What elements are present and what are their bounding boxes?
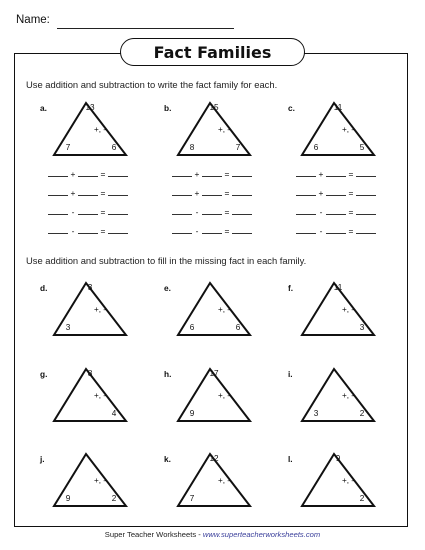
operator-symbol: + — [318, 169, 324, 179]
equation-row — [48, 188, 128, 198]
name-field-line[interactable] — [57, 28, 234, 29]
answer-blank[interactable] — [172, 169, 192, 177]
triangle-top-number: 3 — [87, 283, 93, 292]
problem-letter: h. — [164, 369, 172, 379]
operator-symbol: = — [100, 226, 106, 236]
triangle-top-number: 12 — [209, 454, 219, 463]
footer-text: Super Teacher Worksheets - — [104, 530, 203, 539]
triangle-right-number: 2 — [359, 494, 365, 503]
triangle-left-number: 6 — [313, 143, 319, 152]
operator-symbol: - — [195, 207, 199, 217]
equation-row — [296, 169, 376, 179]
triangle-top-number: 11 — [333, 103, 343, 112]
operator-symbol: = — [100, 169, 106, 179]
problem-letter: g. — [40, 369, 48, 379]
answer-blank[interactable] — [48, 207, 68, 215]
triangle-right-number: 2 — [111, 494, 117, 503]
operators-label: +, - — [93, 125, 107, 134]
answer-blank[interactable] — [78, 188, 98, 196]
answer-blank[interactable] — [356, 207, 376, 215]
equation-row — [172, 207, 252, 217]
problem-letter: d. — [40, 283, 48, 293]
operators-label: +, - — [341, 305, 355, 314]
answer-blank[interactable] — [48, 226, 68, 234]
triangle-right-number: 7 — [235, 143, 241, 152]
answer-blank[interactable] — [202, 169, 222, 177]
operator-symbol: = — [348, 226, 354, 236]
equation-row — [296, 226, 376, 236]
answer-blank[interactable] — [326, 226, 346, 234]
operators-label: +, - — [217, 391, 231, 400]
operator-symbol: - — [71, 207, 75, 217]
answer-blank[interactable] — [326, 207, 346, 215]
problem-letter: a. — [40, 103, 47, 113]
part2-problem — [288, 369, 398, 449]
part2-problem — [40, 454, 150, 534]
problem-letter: e. — [164, 283, 171, 293]
problem-letter: b. — [164, 103, 172, 113]
answer-blank[interactable] — [78, 207, 98, 215]
answer-blank[interactable] — [202, 226, 222, 234]
part2-problem — [164, 369, 274, 449]
triangle-top-number: 13 — [85, 103, 95, 112]
triangle-right-number: 3 — [359, 323, 365, 332]
part2-problem — [288, 454, 398, 534]
answer-blank[interactable] — [356, 169, 376, 177]
problem-letter: l. — [288, 454, 293, 464]
triangle-right-number: 5 — [359, 143, 365, 152]
equation-row — [48, 207, 128, 217]
answer-blank[interactable] — [172, 188, 192, 196]
answer-blank[interactable] — [48, 169, 68, 177]
answer-blank[interactable] — [108, 188, 128, 196]
equation-row — [48, 169, 128, 179]
answer-blank[interactable] — [78, 226, 98, 234]
operator-symbol: = — [100, 207, 106, 217]
operator-symbol: - — [71, 226, 75, 236]
operator-symbol: = — [224, 226, 230, 236]
answer-blank[interactable] — [232, 207, 252, 215]
equation-row — [172, 188, 252, 198]
answer-blank[interactable] — [326, 188, 346, 196]
part2-problem — [288, 283, 398, 363]
problem-letter: f. — [288, 283, 294, 293]
answer-blank[interactable] — [172, 226, 192, 234]
instruction-part2: Use addition and subtraction to fill in the missing fact in each family. — [26, 255, 307, 266]
name-label: Name: — [16, 14, 50, 26]
answer-blank[interactable] — [356, 188, 376, 196]
operators-label: +, - — [341, 391, 355, 400]
footer — [0, 530, 425, 539]
part2-problem — [164, 283, 274, 363]
answer-blank[interactable] — [108, 207, 128, 215]
operator-symbol: = — [224, 207, 230, 217]
answer-blank[interactable] — [172, 207, 192, 215]
triangle-right-number: 6 — [235, 323, 241, 332]
answer-blank[interactable] — [296, 226, 316, 234]
answer-blank[interactable] — [296, 169, 316, 177]
answer-blank[interactable] — [232, 188, 252, 196]
operators-label: +, - — [93, 391, 107, 400]
operators-label: +, - — [93, 305, 107, 314]
answer-blank[interactable] — [356, 226, 376, 234]
footer-site[interactable]: www.superteacherworksheets.com — [202, 530, 321, 539]
operator-symbol: - — [319, 207, 323, 217]
triangle-left-number: 6 — [189, 323, 195, 332]
answer-blank[interactable] — [48, 188, 68, 196]
triangle-left-number: 7 — [189, 494, 195, 503]
equation-row — [48, 226, 128, 236]
operator-symbol: = — [224, 188, 230, 198]
triangle-right-number: 4 — [111, 409, 117, 418]
operator-symbol: = — [224, 169, 230, 179]
answer-blank[interactable] — [108, 226, 128, 234]
triangle-top-number: 8 — [87, 369, 93, 378]
equation-row — [172, 169, 252, 179]
operator-symbol: + — [70, 169, 76, 179]
instruction-part1: Use addition and subtraction to write the fact family for each. — [26, 79, 278, 90]
problem-letter: c. — [288, 103, 295, 113]
operators-label: +, - — [341, 476, 355, 485]
operator-symbol: + — [70, 188, 76, 198]
problem-letter: j. — [40, 454, 45, 464]
triangle-left-number: 9 — [189, 409, 195, 418]
triangle-top-number: 15 — [209, 103, 219, 112]
operator-symbol: = — [348, 207, 354, 217]
equation-row — [296, 207, 376, 217]
answer-blank[interactable] — [232, 169, 252, 177]
operator-symbol: = — [348, 169, 354, 179]
part2-problem — [40, 369, 150, 449]
operator-symbol: + — [318, 188, 324, 198]
operator-symbol: + — [194, 188, 200, 198]
answer-blank[interactable] — [296, 207, 316, 215]
triangle-left-number: 3 — [313, 409, 319, 418]
answer-blank[interactable] — [78, 169, 98, 177]
operators-label: +, - — [217, 476, 231, 485]
worksheet-title: Fact Families — [120, 38, 305, 66]
triangle-right-number: 6 — [111, 143, 117, 152]
operators-label: +, - — [217, 125, 231, 134]
answer-blank[interactable] — [232, 226, 252, 234]
answer-blank[interactable] — [108, 169, 128, 177]
operator-symbol: - — [195, 226, 199, 236]
triangle-right-number: 2 — [359, 409, 365, 418]
operators-label: +, - — [93, 476, 107, 485]
triangle-left-number: 3 — [65, 323, 71, 332]
triangle-top-number: 9 — [335, 454, 341, 463]
equation-row — [296, 188, 376, 198]
answer-blank[interactable] — [326, 169, 346, 177]
operator-symbol: = — [100, 188, 106, 198]
part2-problem — [164, 454, 274, 534]
answer-blank[interactable] — [202, 207, 222, 215]
part2-problem — [40, 283, 150, 363]
operator-symbol: = — [348, 188, 354, 198]
triangle-top-number: 11 — [333, 283, 343, 292]
equation-row — [172, 226, 252, 236]
operators-label: +, - — [341, 125, 355, 134]
problem-letter: k. — [164, 454, 171, 464]
operator-symbol: - — [319, 226, 323, 236]
answer-blank[interactable] — [296, 188, 316, 196]
operators-label: +, - — [217, 305, 231, 314]
problem-letter: i. — [288, 369, 293, 379]
triangle-top-number: 17 — [209, 369, 219, 378]
triangle-left-number: 7 — [65, 143, 71, 152]
answer-blank[interactable] — [202, 188, 222, 196]
operator-symbol: + — [194, 169, 200, 179]
triangle-left-number: 9 — [65, 494, 71, 503]
triangle-left-number: 8 — [189, 143, 195, 152]
